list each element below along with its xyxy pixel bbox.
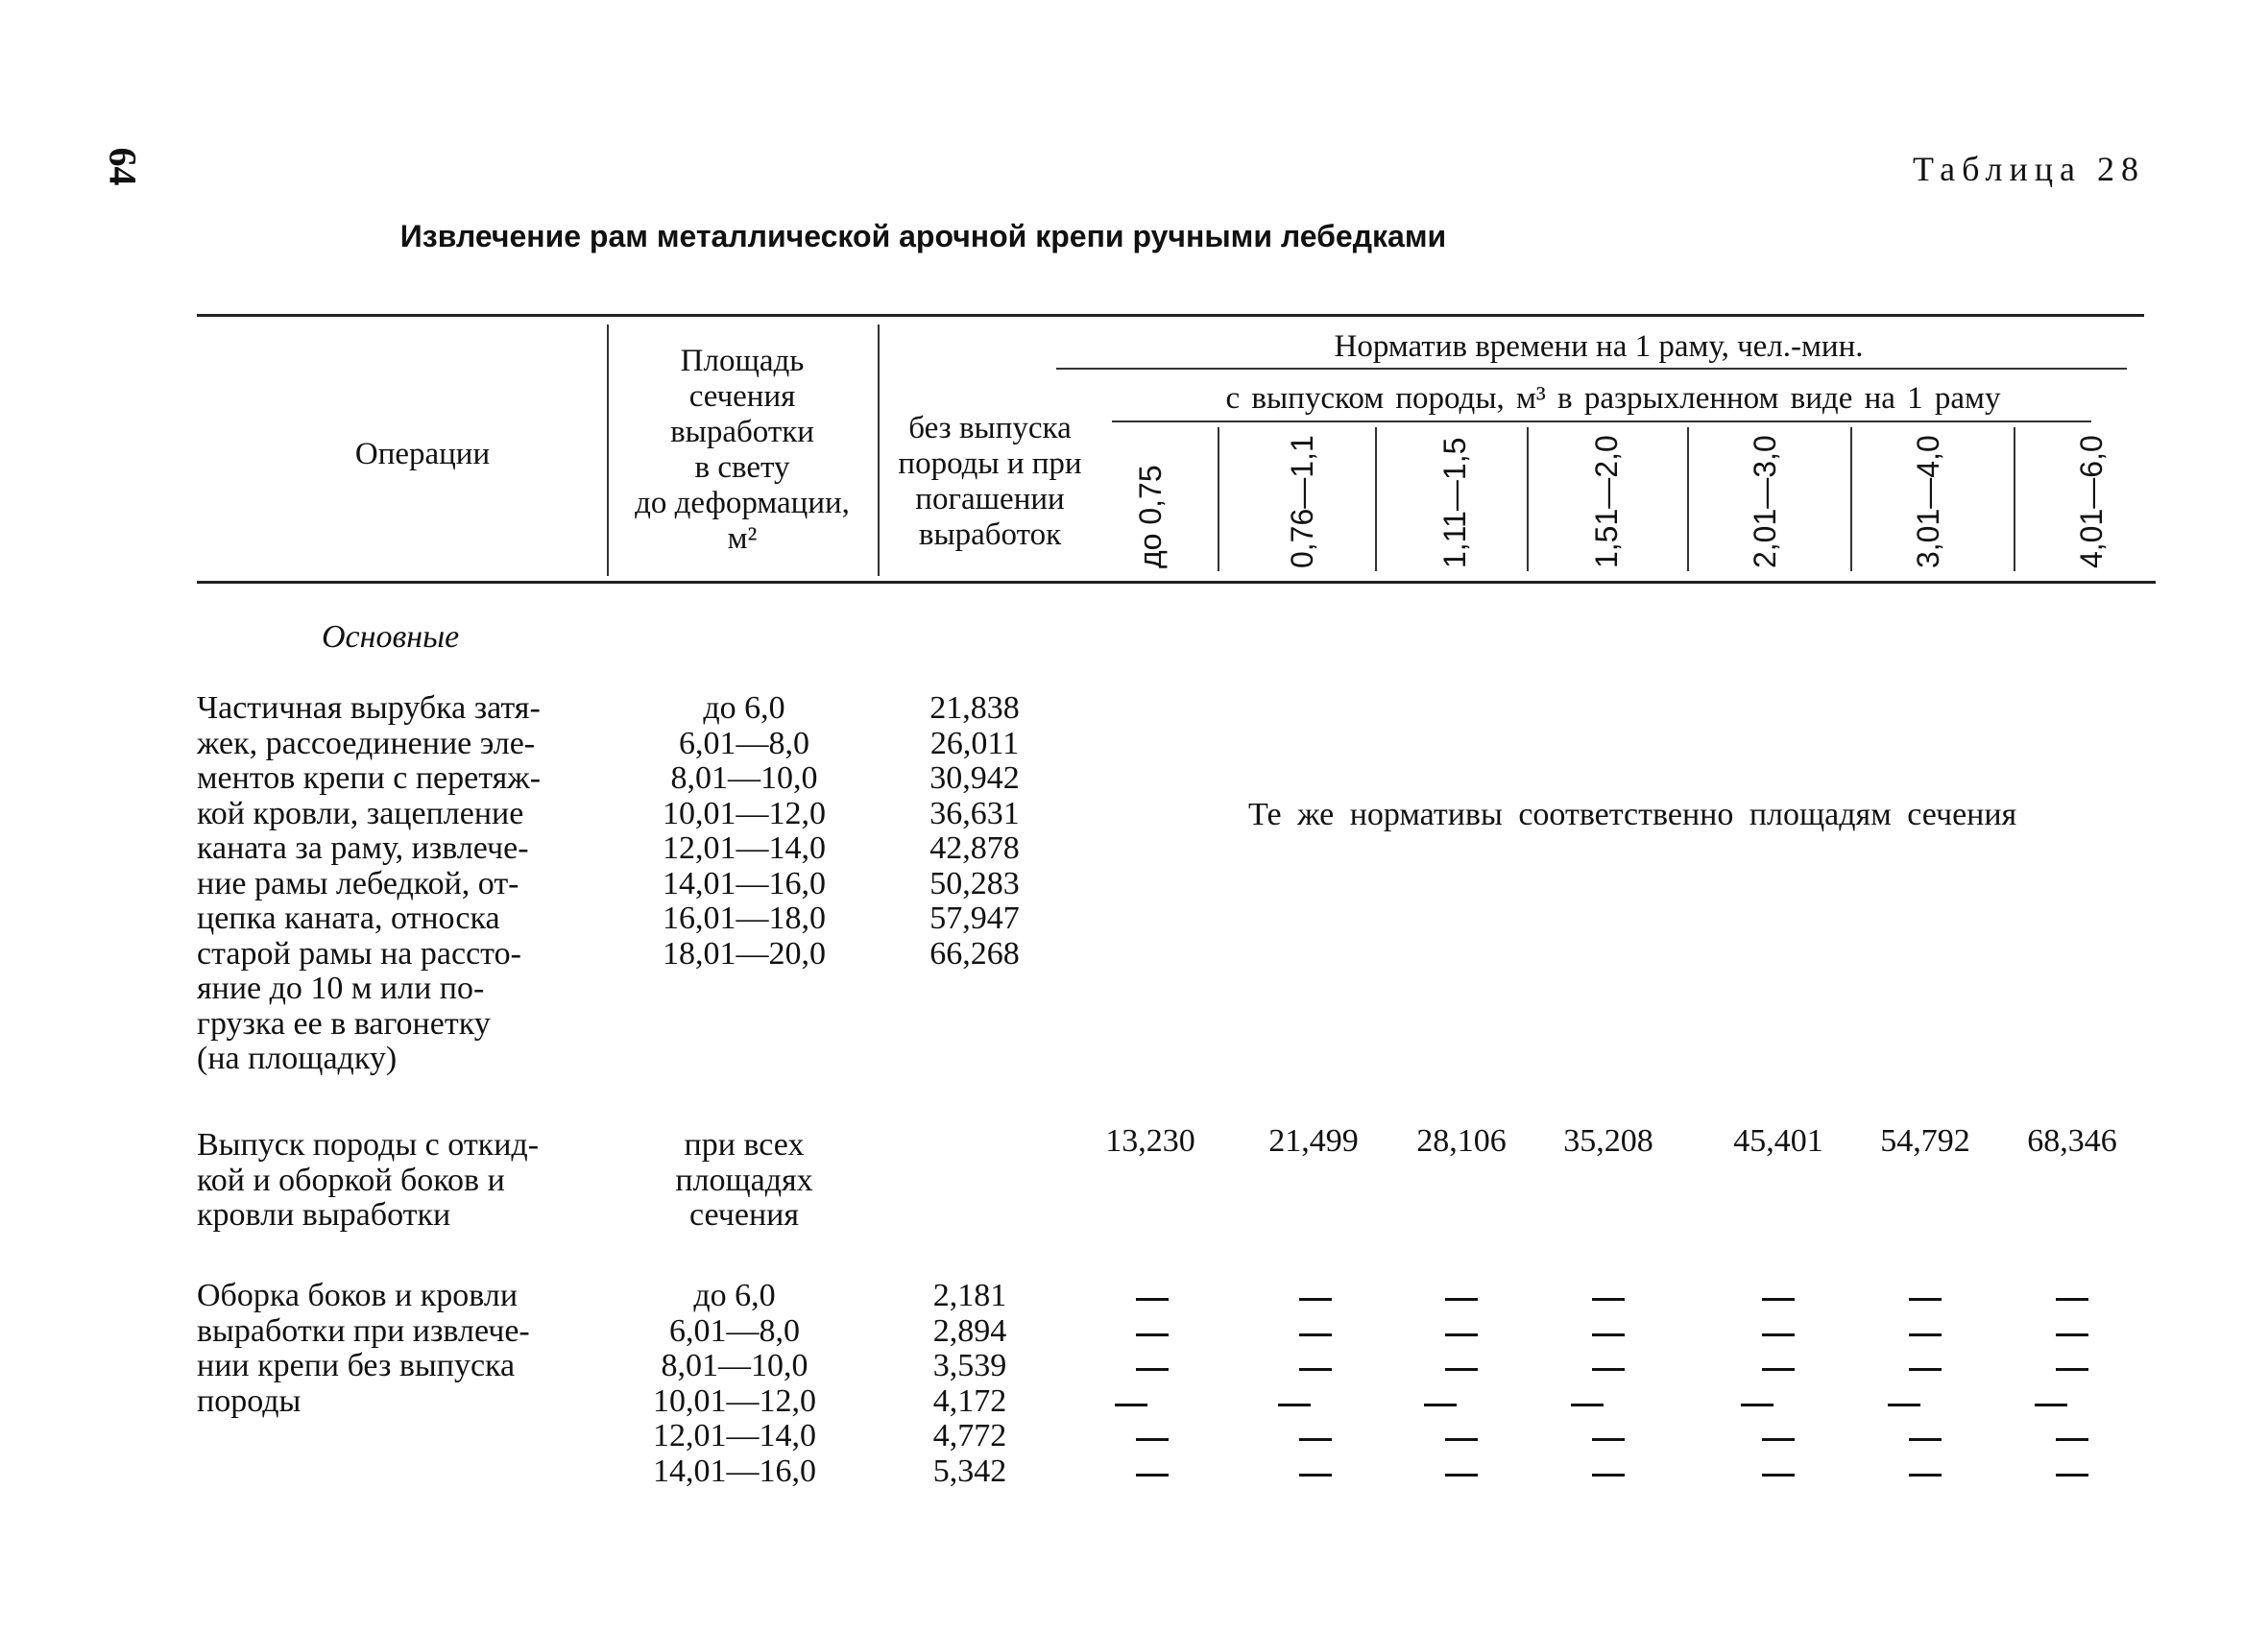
area-value: до 6,0 [703,690,785,726]
norm-value: 21,838 [929,690,1020,726]
area-value: 16,01—18,0 [663,901,826,936]
vol-header-1: до 0,75 [1133,465,1168,568]
vol-divider-1 [1218,427,1219,571]
header-without-line: породы и при [898,446,1082,481]
header-area-line: м² [727,521,758,556]
empty-cell-dash [1115,1404,1147,1406]
header-area-line: до деформации, [635,486,850,520]
norm-value: 30,942 [929,760,1020,796]
header-bottom-rule [197,581,2156,584]
empty-cell-dash [1592,1298,1625,1301]
vol-divider-5 [1850,427,1852,571]
vol-header-6: 3,01—4,0 [1911,435,1945,568]
empty-cell-dash [1592,1368,1625,1371]
table-title: Извлечение рам металлической арочной крепи ручными лебедками [399,219,1447,253]
area-value: 14,01—16,0 [663,865,826,901]
empty-cell-dash [1762,1438,1795,1441]
op-line: ментов крепи с перетяж- [197,760,542,796]
empty-cell-dash [1299,1368,1332,1371]
empty-cell-dash [1741,1404,1773,1406]
empty-cell-dash [1762,1474,1795,1477]
vol-divider-2 [1375,427,1377,571]
area-value: 18,01—20,0 [663,935,826,972]
area-value: 14,01—16,0 [653,1453,816,1489]
norm-value: 66,268 [929,935,1020,972]
area-value: сечения [689,1197,799,1233]
merged-note: Те же нормативы соответственно площадям сечения [1248,797,2017,832]
empty-cell-dash [1909,1368,1942,1371]
op-line: (на площадку) [197,1041,398,1076]
empty-cell-dash [2056,1438,2088,1441]
area-value: 6,01—8,0 [679,725,809,761]
op-line: Частичная вырубка затя- [197,690,541,726]
op-line: старой рамы на рассто- [197,935,521,972]
op-line: нии крепи без выпуска [197,1348,516,1383]
area-value: 10,01—12,0 [653,1382,816,1419]
row-1-areas [634,691,855,972]
header-norm: Норматив времени на 1 раму, чел.-мин. [1334,329,1864,364]
header-without-line: без выпуска [908,411,1072,445]
area-value: 8,01—10,0 [670,760,818,796]
empty-cell-dash [1592,1333,1625,1336]
norm-value: 4,172 [932,1382,1007,1419]
empty-cell-dash [1445,1438,1478,1441]
empty-cell-dash [2056,1298,2088,1301]
empty-cell-dash [2056,1333,2088,1336]
area-value: при всех [684,1127,805,1163]
section-main: Основные [322,619,460,655]
empty-cell-dash [1136,1438,1169,1441]
release-value: 54,792 [1880,1123,1970,1159]
release-value: 35,208 [1563,1123,1653,1159]
empty-cell-dash [1445,1368,1478,1371]
op-line: Оборка боков и кровли [197,1278,519,1313]
empty-cell-dash [1909,1298,1942,1301]
norm-value: 42,878 [929,830,1020,866]
header-with-release: с выпуском породы, м³ в разрыхленном виде на 1 раму [1225,381,2001,416]
empty-cell-dash [2056,1368,2088,1371]
empty-cell-dash [1424,1404,1457,1406]
header-area-line: Площадь [680,344,805,378]
area-value: 12,01—14,0 [663,830,826,866]
vol-header-2: 0,76—1,1 [1285,435,1319,568]
op-line: ние рамы лебедкой, от- [197,865,519,901]
header-area-line: сечения [688,379,796,414]
norm-value: 5,342 [932,1453,1007,1489]
op-line: жек, рассоединение эле- [197,725,536,761]
empty-cell-dash [1909,1333,1942,1336]
release-value: 68,346 [2027,1123,2117,1159]
release-value: 13,230 [1105,1123,1195,1159]
empty-cell-dash [1445,1474,1478,1477]
vol-header-4: 1,51—2,0 [1589,435,1624,568]
release-value: 45,401 [1733,1123,1823,1159]
empty-cell-dash [1136,1474,1169,1477]
area-value: 8,01—10,0 [661,1348,808,1383]
row-3-areas [615,1279,855,1489]
empty-cell-dash [1909,1474,1942,1477]
release-rule [1112,420,2091,422]
area-value: 12,01—14,0 [653,1418,816,1453]
area-value: площадях [675,1162,813,1198]
row-3-without-release [893,1279,1047,1489]
norm-value: 50,283 [929,865,1020,901]
empty-cell-dash [1299,1438,1332,1441]
header-operations: Операции [354,437,491,471]
norm-value: 57,947 [929,901,1020,936]
op-line: породы [197,1382,302,1419]
empty-cell-dash [1299,1298,1332,1301]
op-line: выработки при извлече- [197,1312,530,1349]
row-2-areas [634,1128,855,1234]
row-2-operation [197,1128,610,1234]
op-line: каната за раму, извлече- [197,830,529,866]
norm-value: 26,011 [929,725,1020,761]
norm-value: 2,181 [932,1278,1007,1313]
vol-divider-3 [1527,427,1529,571]
vol-header-3: 1,11—1,5 [1437,437,1472,568]
empty-cell-dash [1136,1368,1169,1371]
op-line: Выпуск породы с откид- [197,1127,540,1163]
row-1-without-release [893,691,1056,972]
vol-header-5: 2,01—3,0 [1748,435,1782,568]
empty-cell-dash [1762,1298,1795,1301]
empty-cell-dash [1592,1474,1625,1477]
empty-cell-dash [1299,1333,1332,1336]
table-label: Таблица 28 [1913,150,2145,188]
empty-cell-dash [1592,1438,1625,1441]
vol-divider-6 [2014,427,2015,571]
empty-cell-dash [1909,1438,1942,1441]
area-value: 10,01—12,0 [663,795,826,831]
empty-cell-dash [1762,1368,1795,1371]
norm-value: 36,631 [929,795,1020,831]
vol-divider-4 [1687,427,1689,571]
area-value: 6,01—8,0 [669,1312,800,1349]
top-rule [197,314,2144,317]
header-area [609,344,876,557]
op-line: грузка ее в вагонетку [197,1005,491,1042]
empty-cell-dash [1571,1404,1604,1406]
header-area-line: выработки [670,415,814,449]
op-line: кой кровли, зацепление [197,795,524,831]
header-without-release [880,411,1100,553]
empty-cell-dash [1136,1298,1169,1301]
area-value: до 6,0 [693,1278,776,1313]
empty-cell-dash [1445,1333,1478,1336]
header-without-line: погашении [915,482,1065,516]
norm-value: 2,894 [932,1312,1007,1349]
page-number: 64 [101,147,145,186]
op-line: цепка каната, относка [197,901,500,936]
empty-cell-dash [2035,1404,2067,1406]
norm-value: 4,772 [932,1418,1007,1453]
row-3-operation [197,1279,610,1419]
vol-header-7: 4,01—6,0 [2074,435,2109,568]
release-value: 21,499 [1268,1123,1359,1159]
empty-cell-dash [1762,1333,1795,1336]
empty-cell-dash [1445,1298,1478,1301]
empty-cell-dash [1299,1474,1332,1477]
op-line: кой и оборкой боков и [197,1162,505,1198]
empty-cell-dash [1136,1333,1169,1336]
empty-cell-dash [2056,1474,2088,1477]
empty-cell-dash [1888,1404,1920,1406]
op-line: яние до 10 м или по- [197,971,485,1006]
header-area-line: в свету [694,450,790,485]
empty-cell-dash [1278,1404,1311,1406]
op-line: кровли выработки [197,1197,451,1233]
row-1-operation [197,691,610,1077]
header-without-line: выработок [918,517,1062,552]
norm-rule [1056,368,2127,370]
release-value: 28,106 [1416,1123,1507,1159]
norm-value: 3,539 [932,1348,1007,1383]
